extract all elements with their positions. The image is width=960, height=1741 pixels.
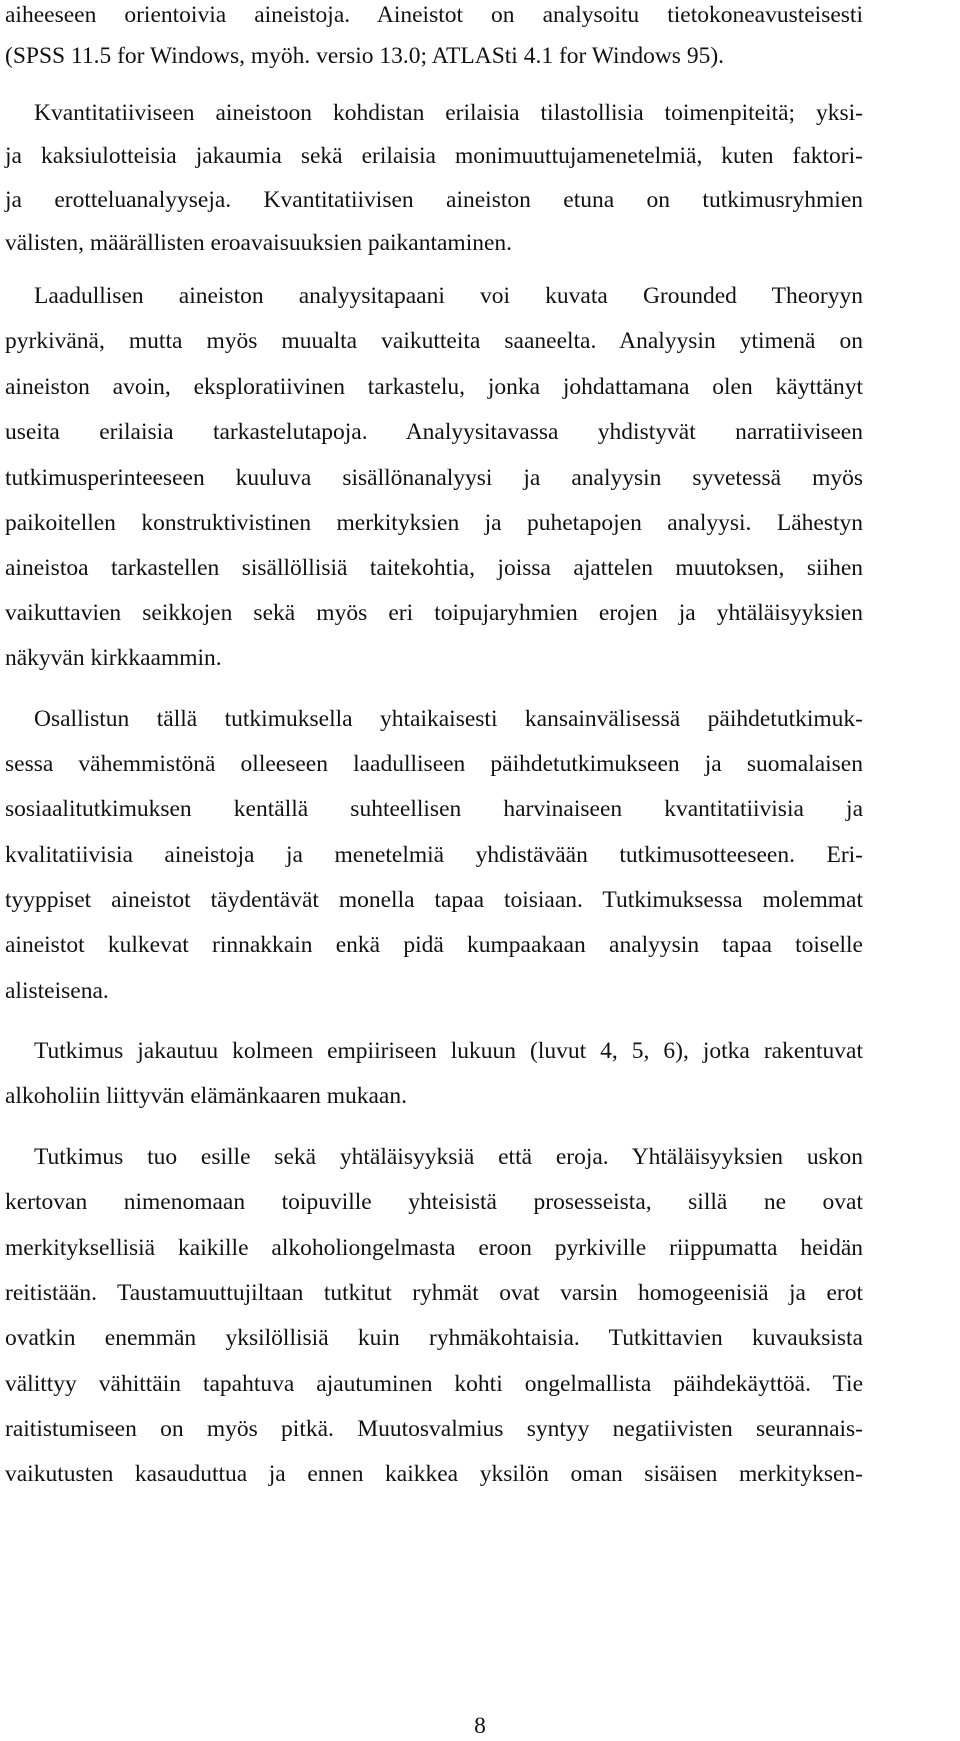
- text-line: aineistot kulkevat rinnakkain enkä pidä kumpaakaan analyysin tapaa toiselle: [5, 932, 863, 958]
- text-line: paikoitellen konstruktivistinen merkityksien ja puhetapojen analyysi. Lähestyn: [5, 510, 863, 536]
- text-line: vaikutusten kasauduttua ja ennen kaikkea yksilön oman sisäisen merkityksen-: [5, 1461, 863, 1487]
- text-line: reitistään. Taustamuuttujiltaan tutkitut ryhmät ovat varsin homogeenisiä ja erot: [5, 1280, 863, 1306]
- text-line: tyyppiset aineistot täydentävät monella tapaa toisiaan. Tutkimuksessa molemmat: [5, 887, 863, 913]
- text-line: näkyvän kirkkaammin.: [5, 645, 222, 671]
- text-line: alkoholiin liittyvän elämänkaaren mukaan.: [5, 1083, 407, 1109]
- text-line: aineistoa tarkastellen sisällöllisiä taitekohtia, joissa ajattelen muutoksen, siihen: [5, 555, 863, 581]
- text-line: aineiston avoin, eksploratiivinen tarkastelu, jonka johdattamana olen käyttänyt: [5, 374, 863, 400]
- text-line: merkityksellisiä kaikille alkoholiongelmasta eroon pyrkiville riippumatta heidän: [5, 1235, 863, 1261]
- text-line: useita erilaisia tarkastelutapoja. Analyysitavassa yhdistyvät narratiiviseen: [5, 419, 863, 445]
- text-line: välittyy vähittäin tapahtuva ajautuminen kohti ongelmallista päihdekäyttöä. Tie: [5, 1371, 863, 1397]
- text-line: (SPSS 11.5 for Windows, myöh. versio 13.0; ATLASti 4.1 for Windows 95).: [5, 43, 725, 69]
- text-line: ja kaksiulotteisia jakaumia sekä erilaisia monimuuttujamenetelmiä, kuten faktori-: [5, 143, 863, 169]
- text-line: raitistumiseen on myös pitkä. Muutosvalmius syntyy negatiivisten seurannais-: [5, 1416, 863, 1442]
- text-line: sessa vähemmistönä olleeseen laadulliseen päihdetutkimukseen ja suomalaisen: [5, 751, 863, 777]
- text-line: Laadullisen aineiston analyysitapaani voi kuvata Grounded Theoryyn: [34, 283, 863, 309]
- text-line: vaikuttavien seikkojen sekä myös eri toipujaryhmien erojen ja yhtäläisyyksien: [5, 600, 863, 626]
- text-line: kertovan nimenomaan toipuville yhteisistä prosesseista, sillä ne ovat: [5, 1189, 863, 1215]
- text-line: Tutkimus jakautuu kolmeen empiiriseen lukuun (luvut 4, 5, 6), jotka rakentuvat: [34, 1038, 863, 1064]
- text-line: ja erotteluanalyyseja. Kvantitatiivisen aineiston etuna on tutkimusryhmien: [5, 187, 863, 213]
- text-line: sosiaalitutkimuksen kentällä suhteellisen harvinaiseen kvantitatiivisia ja: [5, 796, 863, 822]
- text-line: alisteisena.: [5, 978, 109, 1004]
- text-line: välisten, määrällisten eroavaisuuksien paikantaminen.: [5, 230, 513, 256]
- text-line: pyrkivänä, mutta myös muualta vaikutteita saaneelta. Analyysin ytimenä on: [5, 328, 863, 354]
- text-line: Kvantitatiiviseen aineistoon kohdistan erilaisia tilastollisia toimenpiteitä; yksi-: [34, 100, 863, 126]
- page-number: 8: [474, 1713, 486, 1739]
- text-line: Tutkimus tuo esille sekä yhtäläisyyksiä että eroja. Yhtäläisyyksien uskon: [34, 1144, 863, 1170]
- text-line: kvalitatiivisia aineistoja ja menetelmiä yhdistävään tutkimusotteeseen. Eri-: [5, 842, 863, 868]
- text-line: tutkimusperinteeseen kuuluva sisällönanalyysi ja analyysin syvetessä myös: [5, 465, 863, 491]
- text-line: ovatkin enemmän yksilöllisiä kuin ryhmäkohtaisia. Tutkittavien kuvauksista: [5, 1325, 863, 1351]
- text-line: aiheeseen orientoivia aineistoja. Aineistot on analysoitu tietokoneavusteisesti: [5, 2, 863, 28]
- text-line: Osallistun tällä tutkimuksella yhtaikaisesti kansainvälisessä päihdetutkimuk-: [34, 706, 863, 732]
